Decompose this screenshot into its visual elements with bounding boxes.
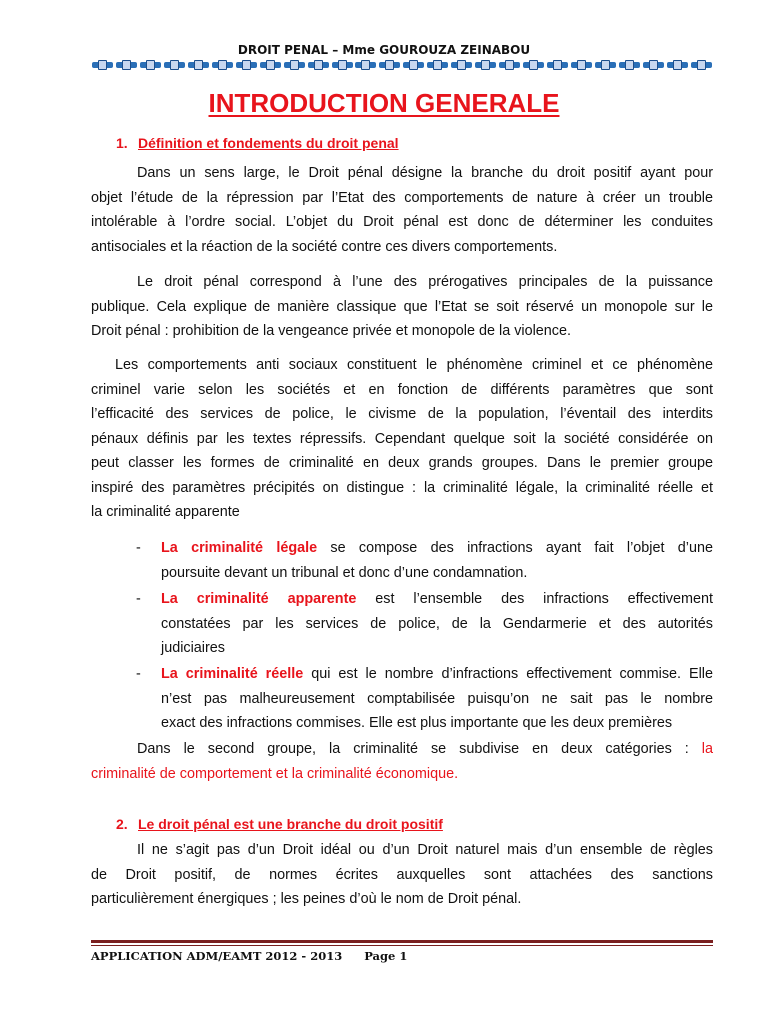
main-title: INTRODUCTION GENERALE (208, 88, 560, 118)
section-2-number: 2. (116, 816, 128, 832)
paragraph-line: peut classer les formes de criminalité en deux grands groupes. Dans le premier groupe (91, 455, 713, 471)
paragraph-line: particulièrement énergiques ; les peines d’où le nom de Droit pénal. (91, 891, 522, 907)
page-number: Page 1 (364, 949, 408, 963)
ornament-icon (116, 59, 137, 71)
bullet-line: exact des infractions commises. Elle est plus importante que les deux premières (161, 715, 673, 731)
ornament-icon (403, 59, 424, 71)
bullet-term: La criminalité légale (161, 540, 318, 556)
ornament-icon (355, 59, 376, 71)
paragraph-line: pénaux définis par les textes répressifs. Cependant quelque soit la société considérée on (91, 430, 713, 447)
ornament-icon (499, 59, 520, 71)
paragraph-line: publique. Cela explique de manière classique que l’Etat se soit réservé un monopole sur le (91, 298, 713, 315)
section-2-heading (116, 816, 443, 832)
paragraph-line: la criminalité apparente (91, 504, 240, 520)
header-ornament-border (92, 59, 712, 73)
section-1-number: 1. (116, 135, 128, 151)
bullet-line: judiciaires (161, 640, 225, 656)
paragraph-line: l’efficacité des services de police, le civisme de la population, l’éventail des interdits (91, 406, 713, 422)
ornament-icon (332, 59, 353, 71)
bullet-dash: - (136, 540, 141, 556)
ornament-icon (571, 59, 592, 71)
ornament-icon (379, 59, 400, 71)
ornament-icon (236, 59, 257, 71)
ornament-icon (284, 59, 305, 71)
footer-rule-thick (91, 940, 713, 943)
paragraph-line: Il ne s’agit pas d’un Droit idéal ou d’un Droit naturel mais d’un ensemble de règles (137, 842, 713, 858)
section-1-heading (116, 135, 399, 151)
footer-application: APPLICATION ADM/EAMT 2012 - 2013 (91, 949, 343, 963)
ornament-icon (260, 59, 281, 71)
ornament-icon (308, 59, 329, 71)
ornament-icon (140, 59, 161, 71)
paragraph-3 (91, 353, 713, 525)
page-footer (91, 949, 407, 963)
paragraph-line: Les comportements anti sociaux constituent le phénomène criminel et ce phénomène (115, 357, 713, 373)
ornament-icon (92, 59, 113, 71)
paragraph-1 (91, 161, 713, 259)
paragraph-line: objet l’étude de la répression par l’Etat des comportements de nature à créer un trouble (91, 189, 713, 206)
bullet-dash: - (136, 591, 141, 607)
paragraph-line: inspiré des paramètres précipités on distingue : la criminalité légale, la criminalité réelle et (91, 479, 713, 496)
section-2-title: Le droit pénal est une branche du droit positif (138, 816, 443, 832)
bullet-text: qui est le nombre d’infractions effectivement commise. Elle (303, 666, 713, 682)
ornament-icon (523, 59, 544, 71)
bullet-text: se compose des infractions ayant fait l’objet d’une (317, 540, 713, 556)
ornament-icon (547, 59, 568, 71)
ornament-icon (164, 59, 185, 71)
paragraph-line: Dans un sens large, le Droit pénal désigne la branche du droit positif ayant pour (137, 165, 713, 181)
ornament-icon (667, 59, 688, 71)
paragraph-line: Le droit pénal correspond à l’une des prérogatives principales de la puissance (137, 274, 713, 290)
ornament-icon (643, 59, 664, 71)
bullet-line: poursuite devant un tribunal et donc d’une condamnation. (161, 564, 528, 581)
bullet-term: La criminalité apparente (161, 591, 357, 607)
ornament-icon (451, 59, 472, 71)
ornament-icon (188, 59, 209, 71)
paragraph-2 (91, 270, 713, 344)
ornament-icon (691, 59, 712, 71)
paragraph-red-line: criminalité de comportement et la criminalité économique. (91, 765, 459, 782)
paragraph-4 (91, 737, 713, 786)
section-1-title: Définition et fondements du droit penal (138, 135, 399, 151)
paragraph-line: intolérable à l’ordre social. L’objet du Droit pénal est donc de déterminer les conduites (91, 214, 713, 230)
ornament-icon (619, 59, 640, 71)
bullet-text: est l’ensemble des infractions effectivement (356, 591, 713, 607)
paragraph-line: antisociales et la réaction de la société contre ces divers comportements. (91, 238, 558, 255)
ornament-icon (427, 59, 448, 71)
footer-rule-thin (91, 945, 713, 946)
bullet-dash: - (136, 666, 141, 682)
bullet-line: constatées par les services de police, de la Gendarmerie et des autorités (161, 615, 713, 632)
ornament-icon (212, 59, 233, 71)
ornament-icon (595, 59, 616, 71)
ornament-icon (475, 59, 496, 71)
paragraph-line: Droit pénal : prohibition de la vengeance privée et monopole de la violence. (91, 323, 571, 339)
running-header: DROIT PENAL – Mme GOUROUZA ZEINABOU (237, 43, 531, 57)
bullet-line: n’est pas malheureusement comptabilisée puisqu’on ne sait pas le nombre (161, 690, 713, 707)
paragraph-line: criminel varie selon les sociétés et en fonction de différents paramètres que sont (91, 381, 713, 398)
paragraph-text: Dans le second groupe, la criminalité se subdivise en deux catégories : (137, 741, 702, 757)
paragraph-5 (91, 838, 713, 912)
paragraph-line: de Droit positif, de normes écrites auxquelles sont attachées des sanctions (91, 866, 713, 883)
paragraph-red-text: la (701, 741, 713, 757)
bullet-term: La criminalité réelle (161, 666, 304, 682)
